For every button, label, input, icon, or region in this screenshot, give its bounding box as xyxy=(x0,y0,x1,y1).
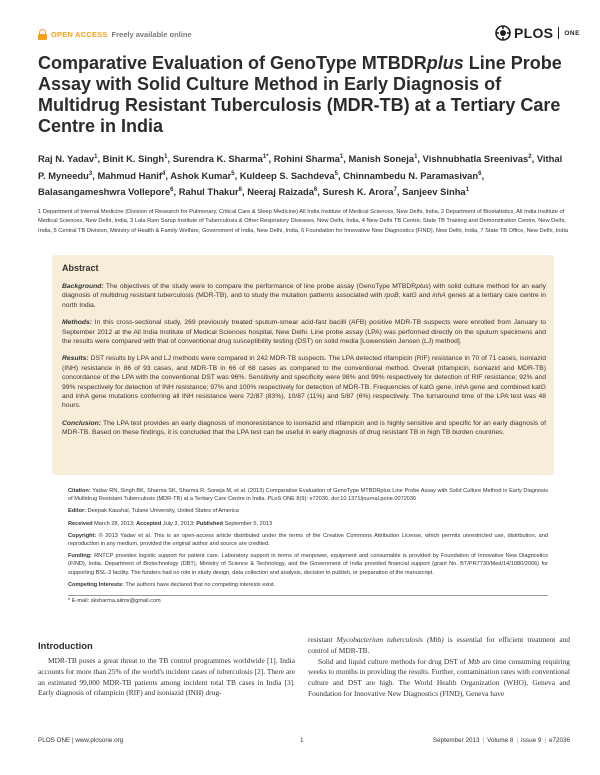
abstract-conclusion xyxy=(62,419,546,438)
funding xyxy=(68,552,548,577)
intro-text-1c: is essential for efficient treatment and control of MDR-TB. xyxy=(308,635,570,655)
competing-text: The authors have declared that no competing interests exist. xyxy=(125,581,276,588)
logo-plos-text: PLOS xyxy=(514,25,554,41)
author: Vishnubhatla Sreenivas$^2$ xyxy=(422,153,532,165)
footer-volume: Volume 8 xyxy=(487,737,514,744)
author: Rohini Sharma$^1$ xyxy=(273,153,344,165)
logo-one-text: ONE xyxy=(564,29,580,37)
copyright xyxy=(68,532,548,548)
citation xyxy=(68,487,548,503)
intro-text-1b: Mycobacterium tuberculosis (Mtb) xyxy=(336,635,444,644)
editor-label: Editor: xyxy=(68,508,87,515)
published-date: September 5, 2013 xyxy=(224,520,273,527)
article-metadata xyxy=(68,487,548,593)
author: Vithal P. Myneedu$^3$ xyxy=(38,153,563,181)
author: Balasangameshwra Vollepore$^6$ xyxy=(38,186,174,198)
plos-one-logo xyxy=(495,23,580,43)
author: Kuldeep S. Sachdeva$^5$ xyxy=(239,169,338,181)
citation-text: Yadav RN, Singh BK, Sharma SK, Sharma R, Soneja M, et al. (2013) Comparative Evaluation of GenoType MTBDRplus Line Probe Assay with Solid Culture Method in Early Diagnosis of Multidrug Resistant Tuberculosis (MDR-TB) at a Tertiary Care Centre in India. PLoS ONE 8(9): e72036. doi:10.1371/journal.pone.0072036 xyxy=(68,488,548,503)
author: Rahul Thakur$^6$ xyxy=(178,186,242,198)
footer-article-id: e72036 xyxy=(548,737,570,744)
open-access-lock-icon xyxy=(38,29,47,40)
corresponding-email[interactable]: * E-mail: sksharma.aiims@gmail.com xyxy=(68,598,161,604)
abstract-methods xyxy=(62,318,546,346)
plos-logo-icon xyxy=(495,25,511,41)
footer-date: September 2013 xyxy=(432,737,480,744)
citation-label: Citation: xyxy=(68,488,91,494)
editor-text: Deepak Kaushal, Tulane University, United States of America xyxy=(87,508,239,515)
author: Chinnambedu N. Paramasivan$^6$ xyxy=(343,169,482,181)
intro-text-2b: Mtb xyxy=(468,656,480,666)
intro-paragraph-2 xyxy=(308,657,570,700)
published-label: Published xyxy=(196,520,223,527)
copyright-label: Copyright: xyxy=(68,532,97,539)
abstract-heading: Abstract xyxy=(62,263,99,273)
intro-text-2c: are time consuming requiring weeks to months in providing the results. Further, contamination rates with conventional culture and DST are high. The World Health Organization (WHO), Geneva and Foundation for Innovative New Diagnostics (FIND), Geneva have xyxy=(308,656,570,698)
abstract-box xyxy=(52,255,554,475)
methods-label: Methods: xyxy=(62,319,92,327)
competing-interests xyxy=(68,581,548,589)
affiliations: 1 Department of Internal Medicine (Division of Research for Pulmonary, Critical Care & Sleep Medicine) All India Institute of Medical Sciences, New Delhi, India, 2 Department of Biostatistics, All India Institute of Medical Sciences, New Delhi, India, 3 Lala Ram Sarup Institute of Tuberculosis & Other Respiratory Diseases, New Delhi, India, 4 New Delhi TB Centre, State TB Training and Demonstration Centre, New Delhi, India, 5 Central TB Division, Ministry of Health & Family Welfare, Government of India, New Delhi, India, 6 Foundation for Innovative New Diagnostics (FIND), New Delhi, India, 7 State TB Office, New Delhi, India xyxy=(38,209,569,234)
author-list: Raj N. Yadav$^1$, Binit K. Singh$^1$, Surendra K. Sharma$^{1*}$, Rohini Sharma$^1$, Manish Soneja$^1$, Vishnubhatla Sreenivas$^2$, Vithal P. Myneedu$^3$, Mahmud Hanif$^4$, Ashok Kumar$^5$, Kuldeep S. Sachdeva$^5$, Chinnambedu N. Paramasivan$^6$, Balasangameshwra Vollepore$^6$, Rahul Thakur$^6$, Neeraj Raizada$^6$, Suresh K. Arora$^7$, Sanjeev Sinha$^1$ xyxy=(38,153,563,198)
editor xyxy=(68,507,548,515)
received-date: March 28, 2013; xyxy=(94,520,135,527)
logo-divider xyxy=(558,27,559,39)
funding-label: Funding: xyxy=(68,553,92,560)
intro-right-column xyxy=(308,635,570,700)
author: Suresh K. Arora$^7$ xyxy=(322,186,397,198)
author: Raj N. Yadav$^1$ xyxy=(38,153,98,165)
intro-left-column xyxy=(38,656,295,699)
footer-issue-info: September 2013 | Volume 8 | Issue 9 | e72036 xyxy=(432,737,570,744)
intro-text-2a: Solid and liquid culture methods for drug DST of xyxy=(318,656,469,666)
page-footer xyxy=(38,737,570,747)
results-text: DST results by LPA and LJ methods were compared in 242 MDR-TB suspects. The LPA detected rifampicin (RIF) resistance in 70 of 71 cases, isoniazid (INH) resistance in 86 of 93 cases, and MDR-TB in 66 of 68 cases as compared to the conventional method. Overall (rifampicin, isoniazid and MDR-TB) concordance of the LPA with the conventional DST was 96%. Sensitivity and specificity were 98% and 99% respectively for detection of RIF resistance; 92% and 99% respectively for detection of INH resistance; 97% and 100% respectively for detection of MDR-TB. Frequencies of katG gene, inhA gene and combined katG and inhA gene mutations conferring all INH resistance were 72/87 (83%), 10/87 (11%) and 5/87 (6%) respectively. The turnaround time of the LPA test was 48 hours. xyxy=(62,355,546,410)
footer-page-number: 1 xyxy=(300,737,304,744)
author: Binit K. Singh$^1$ xyxy=(102,153,168,165)
funding-text: RNTCP provides logistic support for patient care. Laboratory support in terms of manpower, equipment and consumable is provided by Foundation of Innovative New Diagnostics (FIND), India. Department of Biotechnology (DBT), Ministry of Science & Technology, and the Government of India provided financial support (grant No. BT/PR7730/Med/14/1080/2006) for supporting BSL-3 facility. The funders had no role in study design, data collection and analysis, decision to publish, or preparation of the manuscript. xyxy=(68,553,548,576)
open-access-header xyxy=(38,27,192,41)
accepted-date: July 3, 2013; xyxy=(162,520,195,527)
received-label: Received xyxy=(68,520,93,527)
open-access-label: OPEN ACCESS xyxy=(51,29,108,39)
intro-paragraph-1-cont xyxy=(308,635,570,657)
author: Mahmud Hanif$^4$ xyxy=(97,169,166,181)
freely-available-label: Freely available online xyxy=(111,29,192,39)
intro-paragraph-1: MDR-TB poses a great threat to the TB control programmes worldwide [1]. India accounts for more than 25% of the world's incident cases of tuberculosis [2]. There are an estimated 99,000 MDR-TB patients among incident total TB cases in India [3]. Early diagnosis of rifampicin (RIF) and isoniazid (INH) drug- xyxy=(38,656,295,698)
title-italic-plus: plus xyxy=(426,53,464,73)
footer-issue: Issue 9 xyxy=(521,737,542,744)
methods-text: In this cross-sectional study, 269 previously treated sputum-smear acid-fast bacilli (AFB) positive MDR-TB suspects were enrolled from January to September 2012 at the All India Institute of Medical Sciences hospital, New Delhi. Line probe assay (LPA) was performed directly on the sputum specimens and the results were compared with that of conventional drug susceptibility testing (DST) on solid media [Lowenstein Jensen (LJ) method]. xyxy=(62,319,546,346)
abstract-results xyxy=(62,354,546,410)
author: Manish Soneja$^1$ xyxy=(348,153,418,165)
abstract-background xyxy=(62,282,546,310)
conclusion-text: The LPA test provides an early diagnosis of monoresistance to isoniazid and rifampicin and is highly sensitive and specific for an early diagnosis of MDR-TB. Based on these findings, it is concluded that the LPA test can be useful in early diagnosis of drug resistant TB in high TB burden countries. xyxy=(62,419,546,437)
results-label: Results: xyxy=(62,355,89,363)
metadata-divider xyxy=(68,595,548,596)
author: Ashok Kumar$^5$ xyxy=(170,169,235,181)
background-label: Background: xyxy=(62,283,104,290)
intro-text-1a: resistant xyxy=(308,635,337,644)
author: Sanjeev Sinha$^1$ xyxy=(402,186,469,198)
background-text: The objectives of the study were to compare the performance of line probe assay (GenoType MTBDRplus) with solid culture method for an early diagnosis of multidrug resistant tuberculosis (MDR-TB), and to study the mutation patterns associated with rpoB, katG and inhA genes at a tertiary care centre in north India. xyxy=(62,283,546,309)
conclusion-label: Conclusion: xyxy=(62,419,101,427)
article-title: Comparative Evaluation of GenoType MTBDRplus Line Probe Assay with Solid Culture Method in Early Diagnosis of Multidrug Resistant Tuberculosis (MDR-TB) at a Tertiary Care Centre in India xyxy=(38,53,562,136)
author: Surendra K. Sharma$^{1*}$ xyxy=(172,153,269,165)
copyright-text: © 2013 Yadav et al. This is an open-access article distributed under the terms of the Creative Commons Attribution License, which permits unrestricted use, distribution, and reproduction in any medium, provided the original author and source are credited. xyxy=(68,532,549,548)
author: Neeraj Raizada$^6$ xyxy=(247,186,318,198)
dates xyxy=(68,520,548,528)
footer-journal[interactable]: PLOS ONE | www.plosone.org xyxy=(38,737,124,744)
accepted-label: Accepted xyxy=(136,520,162,527)
introduction-heading: Introduction xyxy=(38,640,93,651)
competing-label: Competing Interests: xyxy=(68,581,124,588)
